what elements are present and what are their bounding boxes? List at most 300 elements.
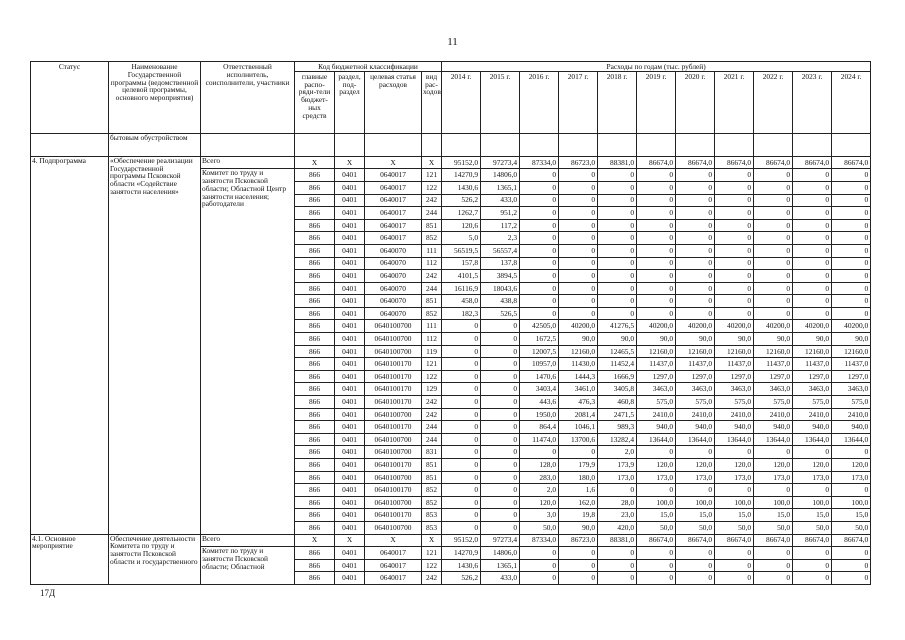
code-cell: 866: [295, 333, 335, 346]
amount-cell: 0: [559, 169, 598, 182]
code-cell: X: [335, 534, 365, 547]
amount-cell: 100,0: [637, 496, 676, 509]
amount-cell: 3463,0: [676, 383, 715, 396]
amount-cell: 1,6: [559, 484, 598, 497]
amount-cell: 120,0: [793, 459, 832, 472]
amount-cell: 13644,0: [676, 433, 715, 446]
amount-cell: 2410,0: [832, 408, 871, 421]
amount-cell: 120,0: [715, 459, 754, 472]
amount-cell: 0: [442, 521, 481, 534]
code-cell: 0401: [335, 396, 365, 409]
amount-cell: 5,0: [442, 232, 481, 245]
code-cell: 0401: [335, 295, 365, 308]
amount-cell: 0: [676, 270, 715, 283]
amount-cell: 0: [481, 320, 520, 333]
amount-cell: 526,2: [442, 194, 481, 207]
code-cell: X: [422, 534, 442, 547]
amount-cell: 90,0: [715, 333, 754, 346]
amount-cell: 433,0: [481, 572, 520, 585]
code-cell: 0640100700: [365, 333, 422, 346]
amount-cell: 0: [754, 194, 793, 207]
amount-cell: 14806,0: [481, 169, 520, 182]
amount-cell: 940,0: [676, 421, 715, 434]
code-cell: 0401: [335, 370, 365, 383]
amount-cell: 0: [832, 446, 871, 459]
amount-cell: 50,0: [676, 521, 715, 534]
amount-cell: 0: [715, 559, 754, 572]
code-cell: 0640017: [365, 547, 422, 560]
code-cell: 244: [422, 207, 442, 220]
amount-cell: 1297,0: [832, 370, 871, 383]
amount-cell: 120,0: [520, 496, 559, 509]
amount-cell: 951,2: [481, 207, 520, 220]
amount-cell: 40200,0: [715, 320, 754, 333]
amount-cell: 95152,0: [442, 156, 481, 169]
amount-cell: 0: [754, 207, 793, 220]
amount-cell: 0: [442, 333, 481, 346]
amount-cell: 1430,6: [442, 559, 481, 572]
amount-cell: 0: [793, 257, 832, 270]
code-cell: 122: [422, 370, 442, 383]
code-cell: 866: [295, 320, 335, 333]
amount-cell: 2410,0: [637, 408, 676, 421]
amount-cell: 2081,4: [559, 408, 598, 421]
code-cell: 0401: [335, 169, 365, 182]
amount-cell: 56557,4: [481, 244, 520, 257]
amount-cell: 162,0: [559, 496, 598, 509]
amount-cell: 0: [520, 547, 559, 560]
amount-cell: 0: [832, 207, 871, 220]
amount-cell: 120,6: [442, 219, 481, 232]
amount-cell: 283,0: [520, 471, 559, 484]
amount-cell: 0: [715, 257, 754, 270]
amount-cell: 11430,0: [559, 358, 598, 371]
code-cell: 852: [422, 496, 442, 509]
amount-cell: 50,0: [715, 521, 754, 534]
amount-cell: 173,0: [676, 471, 715, 484]
amount-cell: 1297,0: [793, 370, 832, 383]
amount-cell: 100,0: [793, 496, 832, 509]
amount-cell: 137,8: [481, 257, 520, 270]
amount-cell: 11437,0: [715, 358, 754, 371]
amount-cell: 0: [442, 358, 481, 371]
code-cell: 0401: [335, 521, 365, 534]
amount-cell: 16116,9: [442, 282, 481, 295]
code-cell: 0640100170: [365, 421, 422, 434]
amount-cell: 0: [754, 295, 793, 308]
header-year: 2024 г.: [832, 71, 871, 133]
amount-cell: 0: [637, 282, 676, 295]
amount-cell: 2410,0: [676, 408, 715, 421]
header-budget-code: Код бюджетной классификации: [295, 62, 442, 72]
amount-cell: 940,0: [832, 421, 871, 434]
amount-cell: 0: [520, 572, 559, 585]
code-cell: 0640070: [365, 270, 422, 283]
amount-cell: 86674,0: [754, 534, 793, 547]
status-cell: 4. Подпрограмма: [31, 156, 109, 534]
code-cell: 853: [422, 509, 442, 522]
code-cell: 866: [295, 194, 335, 207]
amount-cell: 0: [676, 244, 715, 257]
amount-cell: 0: [520, 446, 559, 459]
amount-cell: 2471,5: [598, 408, 637, 421]
code-cell: 866: [295, 572, 335, 585]
code-cell: 0640070: [365, 307, 422, 320]
code-cell: 831: [422, 446, 442, 459]
amount-cell: 0: [520, 219, 559, 232]
header-expenses-by-year: Расходы по годам (тыс. рублей): [442, 62, 871, 72]
amount-cell: 0: [793, 547, 832, 560]
amount-cell: 0: [481, 459, 520, 472]
amount-cell: 3894,5: [481, 270, 520, 283]
amount-cell: 40200,0: [832, 320, 871, 333]
amount-cell: 1666,9: [598, 370, 637, 383]
code-cell: 0640017: [365, 181, 422, 194]
code-cell: 851: [422, 471, 442, 484]
amount-cell: 12160,0: [754, 345, 793, 358]
amount-cell: 2,0: [520, 484, 559, 497]
amount-cell: 0: [481, 333, 520, 346]
amount-cell: 0: [793, 484, 832, 497]
code-cell: 866: [295, 421, 335, 434]
code-cell: 0401: [335, 320, 365, 333]
header-year: 2022 г.: [754, 71, 793, 133]
code-cell: 0640100700: [365, 408, 422, 421]
amount-cell: 0: [754, 282, 793, 295]
amount-cell: 0: [559, 194, 598, 207]
header-year: 2014 г.: [442, 71, 481, 133]
code-cell: 866: [295, 257, 335, 270]
code-cell: 119: [422, 345, 442, 358]
code-cell: 0401: [335, 282, 365, 295]
amount-cell: 0: [832, 270, 871, 283]
code-cell: 0640100170: [365, 484, 422, 497]
amount-cell: 97273,4: [481, 156, 520, 169]
amount-cell: 0: [715, 282, 754, 295]
amount-cell: 86674,0: [637, 534, 676, 547]
amount-cell: 0: [520, 207, 559, 220]
amount-cell: 0: [442, 509, 481, 522]
code-cell: 0640100170: [365, 396, 422, 409]
amount-cell: 12007,5: [520, 345, 559, 358]
amount-cell: 458,0: [442, 295, 481, 308]
amount-cell: 0: [598, 282, 637, 295]
code-cell: 0401: [335, 333, 365, 346]
header-year: 2017 г.: [559, 71, 598, 133]
amount-cell: 0: [832, 219, 871, 232]
amount-cell: 0: [520, 232, 559, 245]
amount-cell: 575,0: [832, 396, 871, 409]
amount-cell: 0: [481, 345, 520, 358]
amount-cell: 87334,0: [520, 534, 559, 547]
amount-cell: 13644,0: [754, 433, 793, 446]
amount-cell: 0: [637, 207, 676, 220]
code-cell: 0640100700: [365, 433, 422, 446]
code-cell: 0401: [335, 471, 365, 484]
amount-cell: 86674,0: [676, 534, 715, 547]
code-cell: 866: [295, 219, 335, 232]
amount-cell: 100,0: [754, 496, 793, 509]
amount-cell: 989,3: [598, 421, 637, 434]
header-year: 2023 г.: [793, 71, 832, 133]
amount-cell: 86723,0: [559, 534, 598, 547]
amount-cell: 0: [481, 484, 520, 497]
amount-cell: 12160,0: [559, 345, 598, 358]
code-cell: X: [365, 156, 422, 169]
amount-cell: 0: [598, 547, 637, 560]
amount-cell: 182,3: [442, 307, 481, 320]
amount-cell: 0: [481, 471, 520, 484]
amount-cell: 12160,0: [832, 345, 871, 358]
amount-cell: 0: [676, 257, 715, 270]
continued-row: [31, 133, 871, 156]
code-cell: 0640070: [365, 282, 422, 295]
amount-cell: 0: [832, 232, 871, 245]
amount-cell: 420,0: [598, 521, 637, 534]
amount-cell: 0: [754, 257, 793, 270]
amount-cell: 0: [559, 232, 598, 245]
amount-cell: 0: [481, 408, 520, 421]
amount-cell: 2410,0: [793, 408, 832, 421]
amount-cell: 0: [637, 446, 676, 459]
program-name-cell: Обеспечение деятельности Комитета по труду и занятости Псковской области и государственного: [109, 534, 201, 584]
amount-cell: 0: [442, 433, 481, 446]
amount-cell: 0: [832, 282, 871, 295]
code-cell: 866: [295, 345, 335, 358]
amount-cell: 11437,0: [676, 358, 715, 371]
amount-cell: 56519,5: [442, 244, 481, 257]
amount-cell: 13644,0: [793, 433, 832, 446]
amount-cell: 1046,1: [559, 421, 598, 434]
code-cell: 0401: [335, 257, 365, 270]
amount-cell: 0: [754, 244, 793, 257]
code-cell: 0401: [335, 408, 365, 421]
amount-cell: 0: [676, 282, 715, 295]
amount-cell: 460,8: [598, 396, 637, 409]
amount-cell: 0: [793, 232, 832, 245]
code-cell: 866: [295, 509, 335, 522]
code-cell: X: [335, 156, 365, 169]
header-year: 2019 г.: [637, 71, 676, 133]
amount-cell: 0: [715, 307, 754, 320]
amount-cell: 0: [676, 484, 715, 497]
code-cell: 0640100170: [365, 459, 422, 472]
amount-cell: 940,0: [715, 421, 754, 434]
amount-cell: 100,0: [715, 496, 754, 509]
amount-cell: 11437,0: [832, 358, 871, 371]
amount-cell: 526,2: [442, 572, 481, 585]
code-cell: 866: [295, 282, 335, 295]
code-cell: 111: [422, 320, 442, 333]
footer-label: 17Д: [40, 588, 56, 598]
code-cell: 852: [422, 484, 442, 497]
code-cell: 851: [422, 459, 442, 472]
amount-cell: 0: [442, 446, 481, 459]
amount-cell: 173,9: [598, 459, 637, 472]
amount-cell: 0: [481, 446, 520, 459]
table-row: [31, 534, 871, 547]
amount-cell: 0: [676, 219, 715, 232]
code-cell: 111: [422, 244, 442, 257]
amount-cell: 0: [598, 219, 637, 232]
amount-cell: 1470,6: [520, 370, 559, 383]
amount-cell: 438,8: [481, 295, 520, 308]
amount-cell: 3463,0: [793, 383, 832, 396]
amount-cell: 28,0: [598, 496, 637, 509]
amount-cell: 0: [598, 572, 637, 585]
amount-cell: 0: [598, 169, 637, 182]
amount-cell: 40200,0: [637, 320, 676, 333]
amount-cell: 157,8: [442, 257, 481, 270]
amount-cell: 0: [637, 484, 676, 497]
code-cell: 0401: [335, 496, 365, 509]
amount-cell: 15,0: [637, 509, 676, 522]
amount-cell: 95152,0: [442, 534, 481, 547]
amount-cell: 13644,0: [637, 433, 676, 446]
amount-cell: 0: [793, 181, 832, 194]
amount-cell: 0: [676, 572, 715, 585]
amount-cell: 0: [793, 572, 832, 585]
amount-cell: 0: [793, 307, 832, 320]
code-cell: 0401: [335, 207, 365, 220]
amount-cell: 0: [637, 257, 676, 270]
code-cell: 0640017: [365, 559, 422, 572]
code-cell: 242: [422, 572, 442, 585]
amount-cell: 2,3: [481, 232, 520, 245]
code-cell: 244: [422, 433, 442, 446]
amount-cell: 0: [637, 169, 676, 182]
amount-cell: 0: [559, 307, 598, 320]
code-cell: 122: [422, 181, 442, 194]
amount-cell: 0: [754, 219, 793, 232]
amount-cell: 0: [793, 270, 832, 283]
code-cell: 0401: [335, 345, 365, 358]
code-cell: 242: [422, 396, 442, 409]
code-cell: 0401: [335, 358, 365, 371]
amount-cell: 86674,0: [793, 534, 832, 547]
code-cell: 0640100700: [365, 446, 422, 459]
amount-cell: 13644,0: [715, 433, 754, 446]
amount-cell: 0: [754, 547, 793, 560]
amount-cell: 0: [481, 521, 520, 534]
amount-cell: 0: [793, 207, 832, 220]
amount-cell: 86674,0: [676, 156, 715, 169]
amount-cell: 0: [832, 547, 871, 560]
code-cell: 244: [422, 282, 442, 295]
amount-cell: 0: [481, 433, 520, 446]
status-cell: 4.1. Основное мероприятие: [31, 534, 109, 584]
amount-cell: 12465,5: [598, 345, 637, 358]
code-cell: 112: [422, 257, 442, 270]
amount-cell: 12160,0: [715, 345, 754, 358]
amount-cell: 0: [598, 244, 637, 257]
code-cell: 121: [422, 358, 442, 371]
code-cell: 0401: [335, 446, 365, 459]
amount-cell: 15,0: [676, 509, 715, 522]
amount-cell: 0: [676, 295, 715, 308]
executor-total-cell: Всего: [201, 156, 295, 169]
amount-cell: 13644,0: [832, 433, 871, 446]
amount-cell: 0: [754, 446, 793, 459]
code-cell: 866: [295, 207, 335, 220]
amount-cell: 1672,5: [520, 333, 559, 346]
code-cell: 852: [422, 307, 442, 320]
amount-cell: 50,0: [637, 521, 676, 534]
table-row: [31, 156, 871, 169]
code-cell: 866: [295, 370, 335, 383]
code-cell: 866: [295, 307, 335, 320]
amount-cell: 86674,0: [832, 156, 871, 169]
code-cell: X: [295, 156, 335, 169]
amount-cell: 0: [754, 181, 793, 194]
amount-cell: 86674,0: [715, 156, 754, 169]
amount-cell: 0: [520, 270, 559, 283]
amount-cell: 575,0: [754, 396, 793, 409]
amount-cell: 0: [598, 181, 637, 194]
amount-cell: 0: [637, 295, 676, 308]
amount-cell: 0: [637, 547, 676, 560]
amount-cell: 50,0: [754, 521, 793, 534]
amount-cell: 173,0: [715, 471, 754, 484]
code-cell: 0640100170: [365, 383, 422, 396]
amount-cell: 100,0: [832, 496, 871, 509]
amount-cell: 0: [520, 181, 559, 194]
code-cell: 0401: [335, 509, 365, 522]
amount-cell: 40200,0: [676, 320, 715, 333]
executor-cell: Комитет по труду и занятости Псковской области; Областной Центр занятости населения; работодатели: [201, 169, 295, 534]
amount-cell: 117,2: [481, 219, 520, 232]
amount-cell: 12160,0: [676, 345, 715, 358]
amount-cell: 0: [832, 181, 871, 194]
amount-cell: 575,0: [676, 396, 715, 409]
amount-cell: 0: [754, 232, 793, 245]
amount-cell: 12160,0: [637, 345, 676, 358]
amount-cell: 0: [598, 484, 637, 497]
header-year: 2015 г.: [481, 71, 520, 133]
amount-cell: 41276,5: [598, 320, 637, 333]
amount-cell: 0: [559, 446, 598, 459]
amount-cell: 86674,0: [832, 534, 871, 547]
amount-cell: 2410,0: [715, 408, 754, 421]
amount-cell: 0: [637, 572, 676, 585]
amount-cell: 50,0: [793, 521, 832, 534]
amount-cell: 14270,9: [442, 169, 481, 182]
amount-cell: 87334,0: [520, 156, 559, 169]
amount-cell: 0: [715, 207, 754, 220]
amount-cell: 864,4: [520, 421, 559, 434]
code-cell: 852: [422, 232, 442, 245]
code-cell: 866: [295, 459, 335, 472]
amount-cell: 11437,0: [637, 358, 676, 371]
status-cell: [31, 133, 109, 156]
amount-cell: 0: [481, 396, 520, 409]
amount-cell: 90,0: [559, 521, 598, 534]
amount-cell: 940,0: [793, 421, 832, 434]
amount-cell: 0: [715, 232, 754, 245]
code-cell: 866: [295, 232, 335, 245]
header-executor: Ответственный исполнитель, соисполнители, участники: [201, 62, 295, 134]
executor-total-cell: Всего: [201, 534, 295, 547]
amount-cell: 18043,6: [481, 282, 520, 295]
amount-cell: 0: [832, 244, 871, 257]
amount-cell: 3461,0: [559, 383, 598, 396]
page-number: 11: [447, 36, 458, 48]
code-cell: 0640017: [365, 207, 422, 220]
code-cell: 122: [422, 559, 442, 572]
code-cell: 0640017: [365, 169, 422, 182]
amount-cell: 0: [520, 244, 559, 257]
amount-cell: 3463,0: [715, 383, 754, 396]
